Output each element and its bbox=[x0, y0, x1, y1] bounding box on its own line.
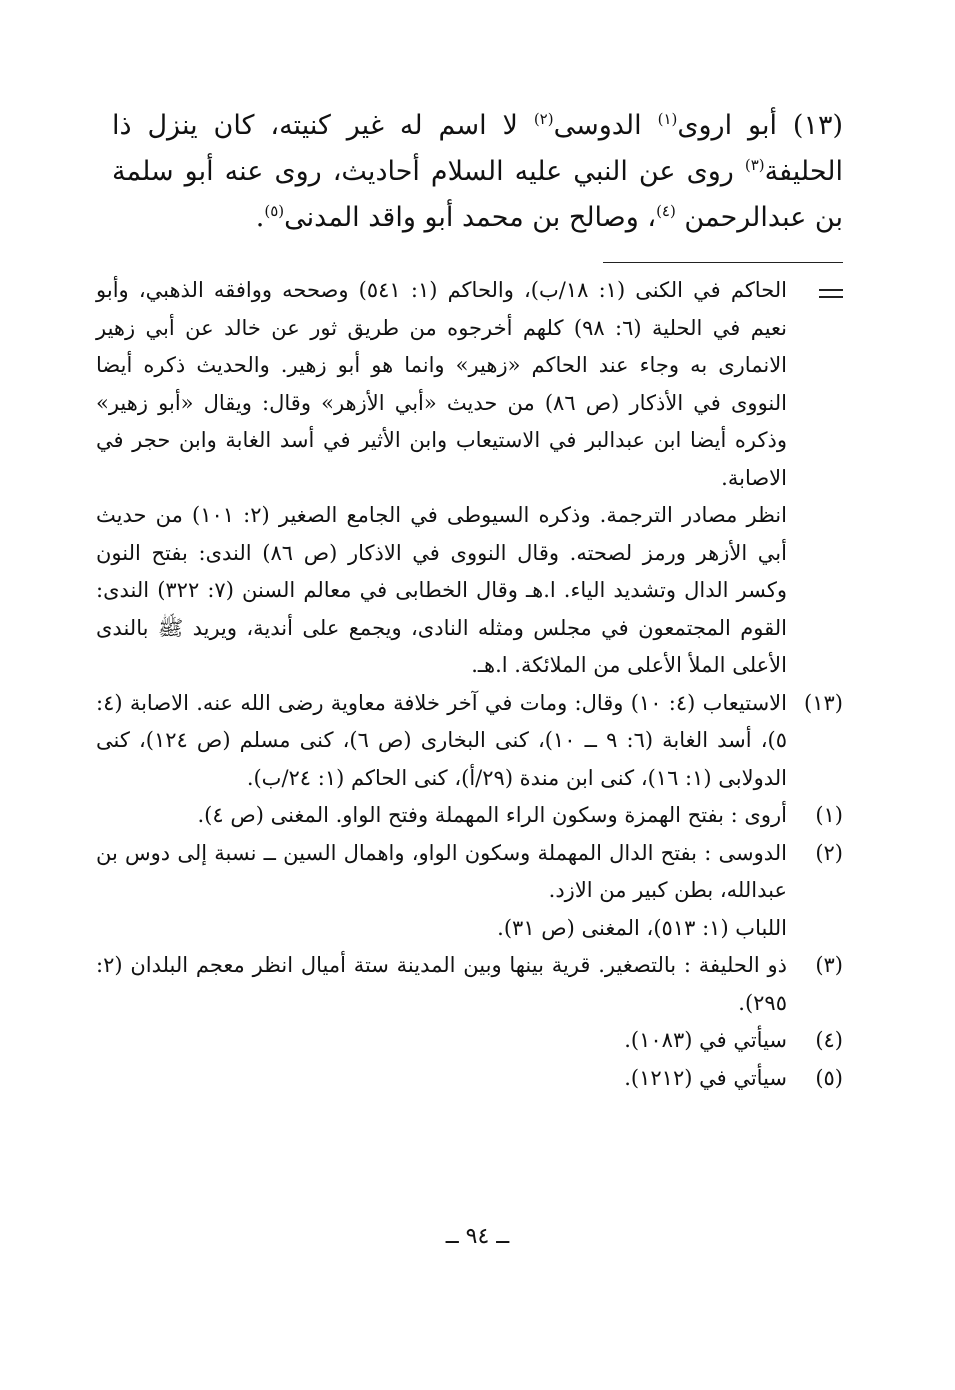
footnote-paragraph: الاستيعاب (٤: ١٠) وقال: ومات في آخر خلافة معاوية رضى الله عنه. الاصابة (٤: ٥)، أسد الغابة (٦: ٩ ــ ١٠)، كنى البخارى (ص ٦)، كنى مسلم (ص ١٢٤)، كنى الدولابى (١: ١٦)، كنى ابن مندة (٢٩/أ)، كنى الحاكم (١: ٢٤/ب). bbox=[96, 690, 787, 790]
footnote-13 bbox=[96, 685, 843, 798]
footnote-3 bbox=[96, 947, 843, 1022]
footnote-text bbox=[96, 947, 787, 1022]
continuation-marker bbox=[787, 272, 843, 311]
footnote-paragraph: سيأتي في (١٠٨٣). bbox=[624, 1028, 787, 1052]
footnote-marker: (٤) bbox=[815, 1028, 843, 1052]
footnote-text bbox=[96, 272, 787, 685]
entry-text-part: الدوسى bbox=[553, 110, 658, 141]
footnote-marker: (١٣) bbox=[804, 690, 843, 715]
footnote-text bbox=[96, 1022, 787, 1060]
entry-text-part: . bbox=[255, 202, 265, 233]
footnote-paragraph: انظر مصادر الترجمة. وذكره السيوطى في الجامع الصغير (٢: ١٠١) من حديث أبي الأزهر ورمز لصحته. وقال النووى في الاذكار (ص ٨٦) الندى: بفتح النون وكسر الدال وتشديد الياء. ا.هـ وقال الخطابى في معالم السنن (٧: ٣٢٢) الندى: القوم المجتمعون في مجلس ومثله النادى، ويجمع على أندية، ويريد ﷺ بالندى الأعلى الملأ الأعلى من الملائكة. ا.هـ. bbox=[96, 503, 787, 677]
footnotes-section bbox=[96, 272, 843, 1097]
footnote-marker: (٢) bbox=[815, 840, 843, 865]
footnote-4 bbox=[96, 1022, 843, 1060]
footnote-ref-4[interactable]: (٤) bbox=[656, 202, 676, 220]
footnote-paragraph: أروى : بفتح الهمزة وسكون الراء المهملة وفتح الواو. المغنى (ص ٤). bbox=[197, 803, 787, 827]
page-number: ــ ٩٤ ــ bbox=[445, 1224, 510, 1249]
entry-text-part: روى عن النبي عليه السلام أحاديث، روى عنه أبو سلمة بن عبدالرحمن bbox=[112, 156, 843, 233]
entry-number: (١٣) bbox=[792, 110, 843, 141]
footnote-ref-5[interactable]: (٥) bbox=[264, 202, 285, 220]
footnote-separator bbox=[603, 262, 843, 263]
footnote-text bbox=[96, 797, 787, 835]
equals-sign-icon bbox=[819, 289, 843, 298]
footnote-marker: (١) bbox=[815, 803, 843, 827]
entry-text-part: ، وصالح بن محمد أبو واقد المدنى bbox=[284, 202, 657, 233]
footnote-paragraph: سيأتي في (١٢١٢). bbox=[624, 1065, 787, 1090]
footnote-text bbox=[96, 835, 787, 948]
footnote-paragraph: الحاكم في الكنى (١: ١٨/ب)، والحاكم (١: ٥٤١) وصححه ووافقه الذهبي، وأبو نعيم في الحلية (٦: ٩٨) كلهم أخرجوه من طريق ثور عن خالد عن أبي زهير الانمارى به وجاء عند الحاكم «زهير» وانما هو أبو زهير. والحديث ذكره أيضا النووى في الأذكار (ص ٨٦) من حديث «أبي الأزهر» وقال: ويقال «أبو زهير» وذكره أيضا ابن عبدالبر في الاستيعاب وابن الأثير في أسد الغابة وابن حجر في الاصابة. bbox=[96, 278, 788, 490]
footnote-marker: (٥) bbox=[815, 1065, 843, 1090]
entry-text-part: لا اسم له غير كنيته، كان ينزل ذا الحليفة bbox=[112, 110, 843, 187]
footnote-1 bbox=[96, 797, 843, 835]
entry-text-part: أبو اروى bbox=[677, 110, 793, 141]
footnote-2 bbox=[96, 835, 843, 948]
entry-paragraph bbox=[112, 103, 843, 241]
footnote-5 bbox=[96, 1060, 843, 1098]
main-entry bbox=[112, 103, 843, 241]
footnote-text bbox=[96, 1060, 787, 1098]
footnote-ref-1[interactable]: (١) bbox=[657, 110, 678, 128]
footnote-paragraph: الدوسى : بفتح الدال المهملة وسكون الواو، واهمال السين ــ نسبة إلى دوس بن عبدالله، بطن كبير من الازد. bbox=[96, 840, 787, 902]
footnote-text bbox=[96, 685, 787, 798]
footnote-marker: (٣) bbox=[815, 953, 843, 977]
footnote-paragraph: ذو الحليفة : بالتصغير. قرية بينها وبين المدينة ستة أميال انظر معجم البلدان (٢: ٢٩٥). bbox=[96, 953, 787, 1015]
footnote-ref-3[interactable]: (٣) bbox=[744, 156, 765, 174]
footnote-continued bbox=[96, 272, 843, 685]
footnote-ref-2[interactable]: (٢) bbox=[533, 110, 554, 128]
footnote-paragraph: اللباب (١: ٥١٣)، المغنى (ص ٣١). bbox=[497, 915, 787, 940]
